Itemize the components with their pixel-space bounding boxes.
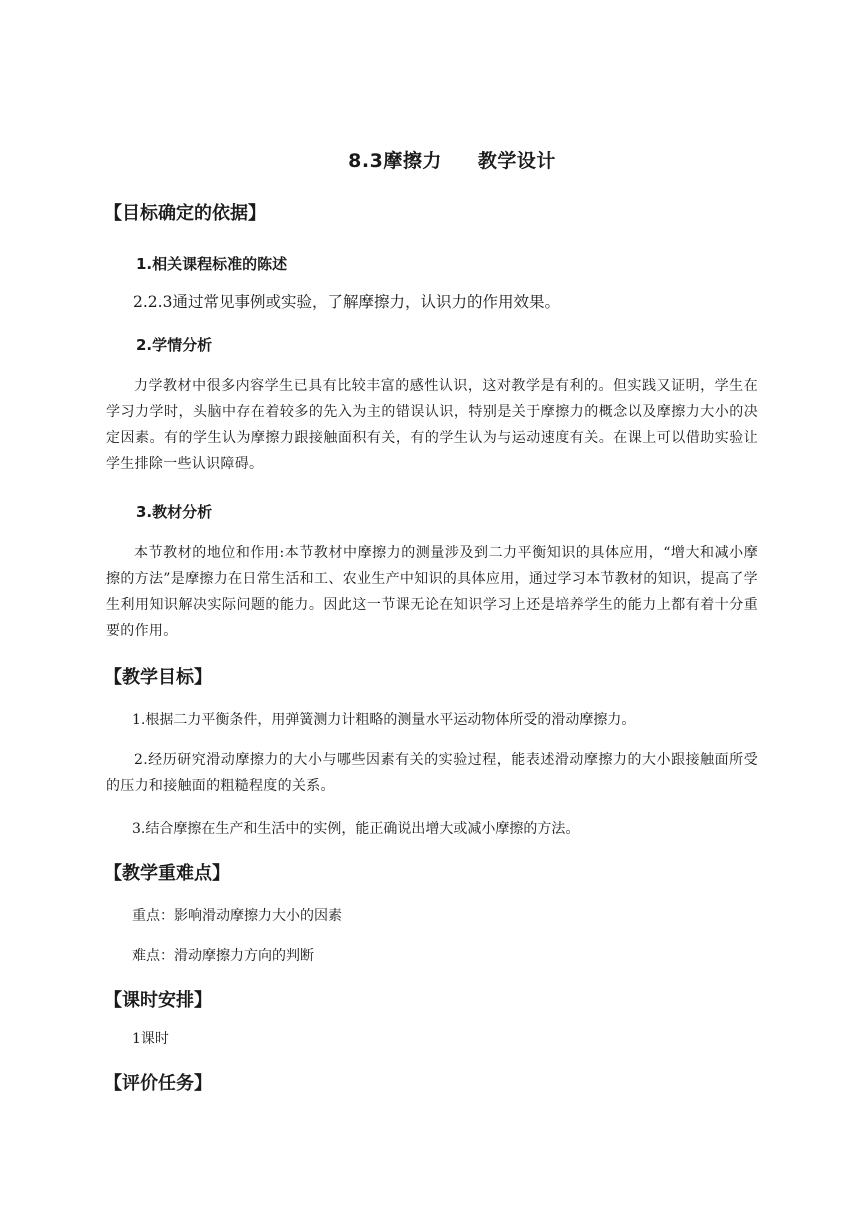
curriculum-standard-text: 2.2.3通过常见事例或实验，了解摩擦力，认识力的作用效果。 — [133, 293, 560, 311]
textbook-analysis-text: 本节教材的地位和作用:本节教材中摩擦力的测量涉及到二力平衡知识的具体应用，“增大和减小摩擦的方法”是摩擦力在日常生活和工、农业生产中知识的具体应用，通过学习本节教材的知识，提高了学生利用知识解决实际问题的能力。因此这一节课无论在知识学习上还是培养学生的能力上都有着十分重要的作用。 — [106, 545, 758, 639]
title-sub: 教学设计 — [477, 150, 556, 172]
section-heading-keypoints: 【教学重难点】 — [104, 863, 230, 884]
section-heading-schedule: 【课时安排】 — [104, 990, 212, 1011]
keypoint-key: 重点：影响滑动摩擦力大小的因素 — [132, 908, 342, 924]
goal-item-3: 3.结合摩擦在生产和生活中的实例，能正确说出增大或减小摩擦的方法。 — [132, 821, 580, 837]
title-main: 8.3摩擦力 — [348, 150, 442, 172]
section-heading-evaluation: 【评价任务】 — [104, 1073, 212, 1094]
page-title — [0, 146, 860, 173]
goal-item-1: 1.根据二力平衡条件，用弹簧测力计粗略的测量水平运动物体所受的滑动摩擦力。 — [132, 712, 636, 728]
schedule-text: 1课时 — [132, 1031, 169, 1047]
section-heading-basis: 【目标确定的依据】 — [104, 203, 266, 224]
goal-item-2: 2.经历研究滑动摩擦力的大小与哪些因素有关的实验过程，能表述滑动摩擦力的大小跟接触面所受的压力和接触面的粗糙程度的关系。 — [106, 752, 758, 794]
section-heading-goals: 【教学目标】 — [104, 667, 212, 688]
learner-analysis-text: 力学教材中很多内容学生已具有比较丰富的感性认识，这对教学是有利的。但实践又证明，学生在学习力学时，头脑中存在着较多的先入为主的错误认识，特别是关于摩擦力的概念以及摩擦力大小的决定因素。有的学生认为摩擦力跟接触面积有关，有的学生认为与运动速度有关。在课上可以借助实验让学生排除一些认识障碍。 — [106, 378, 758, 472]
subheading-textbook-analysis: 3.教材分析 — [136, 503, 213, 521]
keypoint-difficulty: 难点：滑动摩擦力方向的判断 — [132, 948, 314, 964]
subheading-curriculum-standard: 1.相关课程标准的陈述 — [136, 255, 288, 273]
subheading-learner-analysis: 2.学情分析 — [136, 336, 213, 354]
